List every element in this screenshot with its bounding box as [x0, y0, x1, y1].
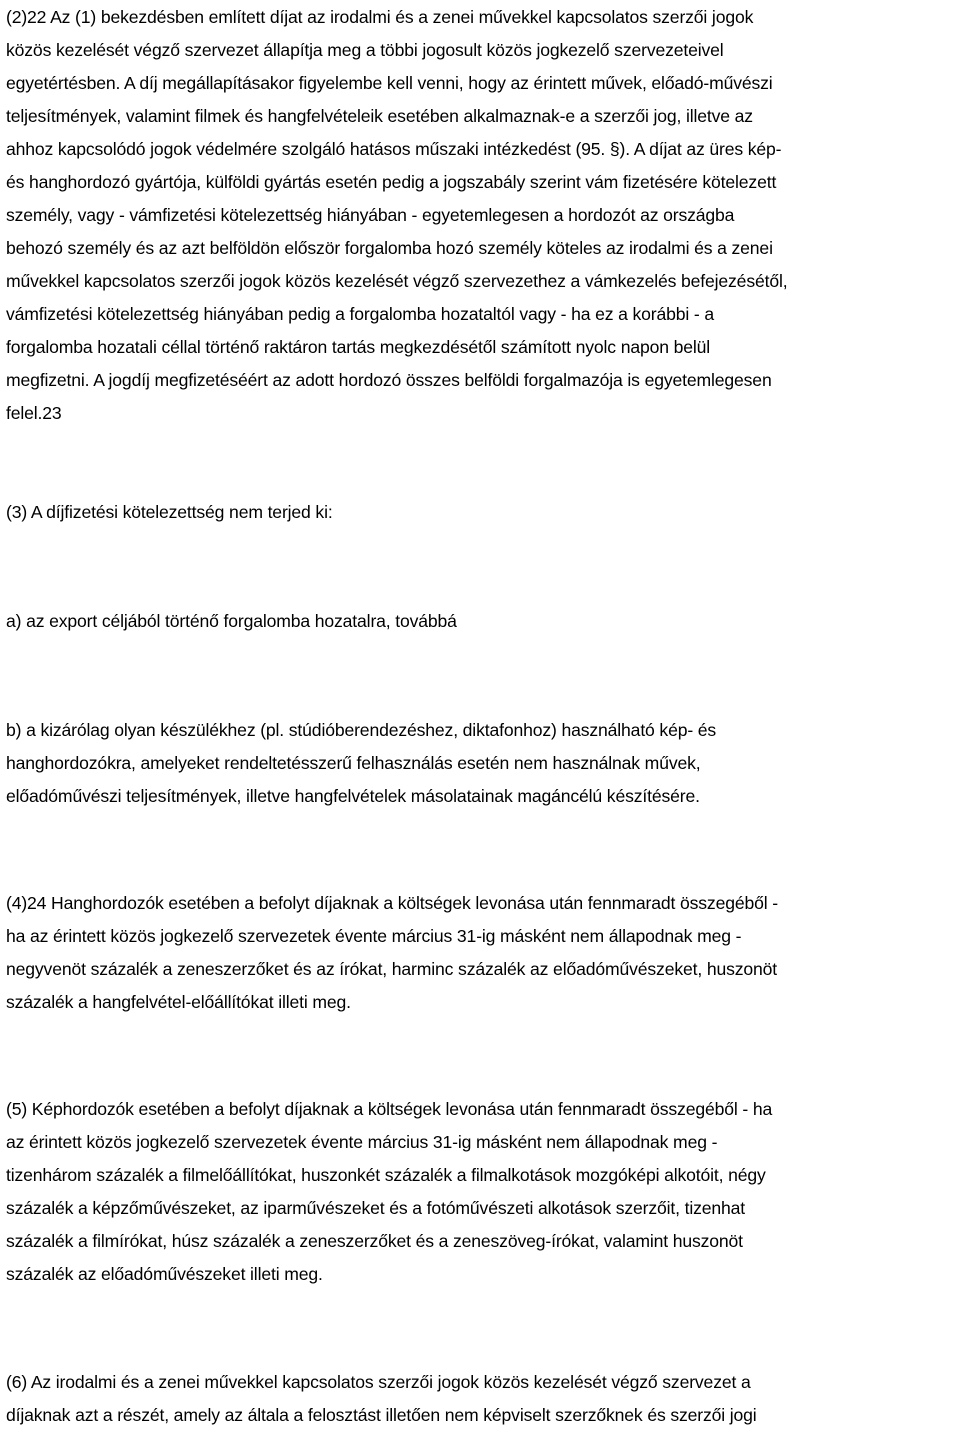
text-line: százalék a hangfelvétel-előállítókat illeti meg.	[6, 992, 351, 1012]
text-line: (6) Az irodalmi és a zenei művekkel kapcsolatos szerzői jogok közös kezelését végző szervezet a	[6, 1372, 751, 1392]
text-line: százalék a képzőművészeket, az iparművészeket és a fotóművészeti alkotások szerzőit, tizenhat	[6, 1198, 746, 1218]
text-line: százalék a filmírókat, húsz százalék a zeneszerzőket és a zeneszöveg-írókat, valamint huszonöt	[6, 1231, 743, 1251]
text-line: (5) Képhordozók esetében a befolyt díjaknak a költségek levonása után fennmaradt összegéből - ha	[6, 1099, 773, 1119]
text-line: százalék az előadóművészeket illeti meg.	[6, 1264, 323, 1284]
text-line: forgalomba hozatali céllal történő raktáron tartás megkezdésétől számított nyolc napon belül	[6, 337, 711, 357]
text-line: teljesítmények, valamint filmek és hangfelvételeik esetében alkalmaznak-e a szerzői jog, illetve az	[6, 106, 753, 126]
text-line: behozó személy és az azt belföldön először forgalomba hozó személy köteles az irodalmi és a zenei	[6, 238, 773, 258]
text-line: negyvenöt százalék a zeneszerzőket és az írókat, harminc százalék az előadóművészeket, huszonöt	[6, 959, 778, 979]
text-line: tizenhárom százalék a filmelőállítókat, huszonkét százalék a filmalkotások mozgóképi alkotóit, négy	[6, 1165, 766, 1185]
list-item: a) az export céljából történő forgalomba hozatalra, továbbá	[6, 611, 457, 631]
text-line: (4)24 Hanghordozók esetében a befolyt díjaknak a költségek levonása után fennmaradt összegéből -	[6, 893, 778, 913]
text-line: előadóművészi teljesítmények, illetve hangfelvételek másolatainak magáncélú készítésére.	[6, 786, 700, 806]
text-line: művekkel kapcsolatos szerzői jogok közös kezelését végző szervezethez a vámkezelés befejezésétől,	[6, 271, 788, 291]
text-line: ahhoz kapcsolódó jogok védelmére szolgáló hatásos műszaki intézkedést (95. §). A díjat az üres kép-	[6, 139, 782, 159]
text-line: személy, vagy - vámfizetési kötelezettség hiányában - egyetemlegesen a hordozót az országba	[6, 205, 735, 225]
text-line: megfizetni. A jogdíj megfizetéséért az adott hordozó összes belföldi forgalmazója is egyetemlegesen	[6, 370, 772, 390]
text-line: hanghordozókra, amelyeket rendeltetésszerű felhasználás esetén nem használnak művek,	[6, 753, 701, 773]
text-line: vámfizetési kötelezettség hiányában pedig a forgalomba hozataltól vagy - ha ez a korábbi - a	[6, 304, 714, 324]
text-line: (2)22 Az (1) bekezdésben említett díjat az irodalmi és a zenei művekkel kapcsolatos szerzői jogok	[6, 7, 754, 27]
text-line: az érintett közös jogkezelő szervezetek évente március 31-ig másként nem állapodnak meg -	[6, 1132, 718, 1152]
list-item: b) a kizárólag olyan készülékhez (pl. stúdióberendezéshez, diktafonhoz) használható kép- és	[6, 720, 717, 740]
text-line: közös kezelését végző szervezet állapítja meg a többi jogosult közös jogkezelő szervezeteivel	[6, 40, 724, 60]
text-line: és hanghordozó gyártója, külföldi gyártás esetén pedig a jogszabály szerint vám fizetésére kötelezett	[6, 172, 777, 192]
text-line: felel.23	[6, 403, 62, 423]
paragraph-heading: (3) A díjfizetési kötelezettség nem terjed ki:	[6, 502, 333, 522]
text-line: ha az érintett közös jogkezelő szervezetek évente március 31-ig másként nem állapodnak meg -	[6, 926, 742, 946]
text-line: díjaknak azt a részét, amely az általa a felosztást illetően nem képviselt szerzőknek és szerzői jogi	[6, 1405, 757, 1425]
text-line: egyetértésben. A díj megállapításakor figyelembe kell venni, hogy az érintett művek, előadó-művészi	[6, 73, 773, 93]
